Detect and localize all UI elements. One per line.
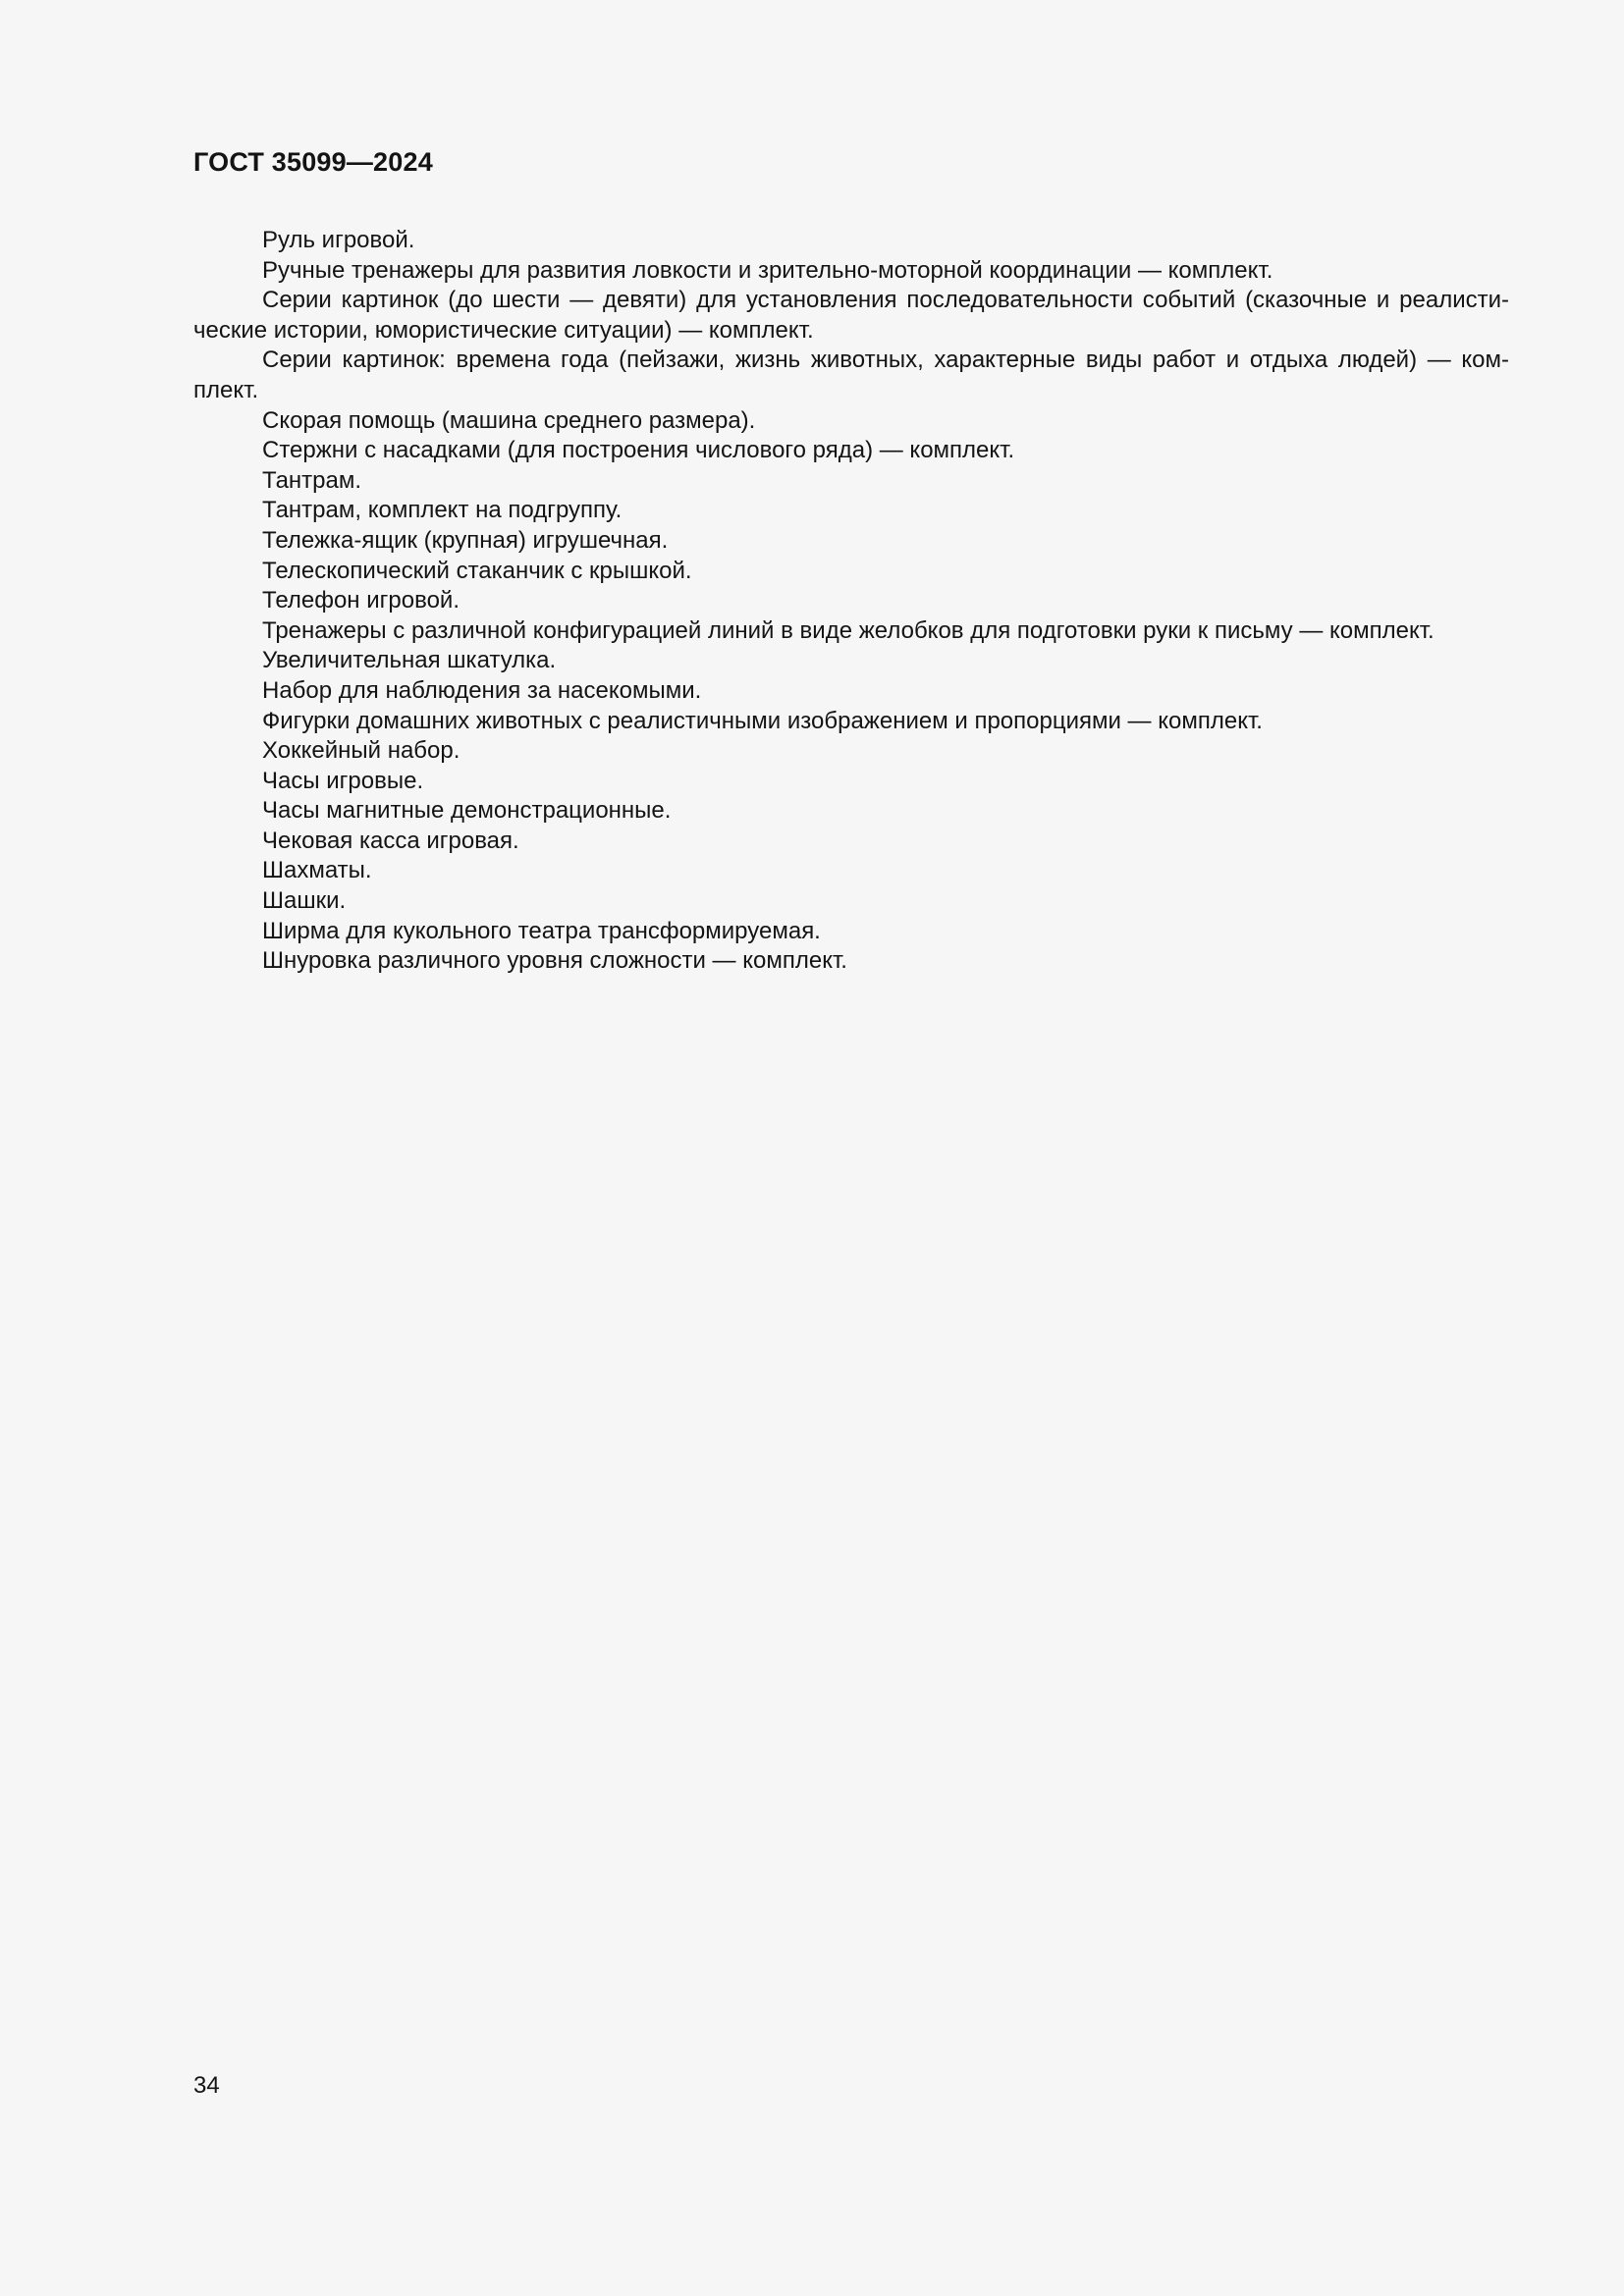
list-item: Шнуровка различного уровня сложности — комплект. <box>262 947 847 975</box>
list-item: Часы магнитные демонстрационные. <box>262 797 672 825</box>
list-item: Тележка-ящик (крупная) игрушечная. <box>262 526 669 554</box>
list-item: Руль игровой. <box>262 227 415 253</box>
list-item: Тантрам, комплект на подгруппу. <box>262 497 623 524</box>
list-item: Тренажеры с различной конфигурацией линий в виде желобков для подготовки руки к письму — комплект. <box>262 616 1435 644</box>
list-item: Телефон игровой. <box>262 587 460 614</box>
list-item: Шахматы. <box>262 857 372 884</box>
list-item: Стержни с насадками (для построения числового ряда) — комплект. <box>262 437 1015 464</box>
list-item: Хоккейный набор. <box>262 737 460 765</box>
list-item: Скорая помощь (машина среднего размера). <box>262 406 756 434</box>
list-item: Шашки. <box>262 887 347 915</box>
page-number: 34 <box>193 2072 220 2099</box>
list-item: Чековая касса игровая. <box>262 827 519 854</box>
list-item: Тантрам. <box>262 466 362 494</box>
equipment-list <box>193 226 1509 977</box>
list-item: Ширма для кукольного театра трансформируемая. <box>262 917 821 944</box>
document-header: ГОСТ 35099—2024 <box>193 147 433 177</box>
list-item: Фигурки домашних животных с реалистичными изображением и пропорциями — комплект. <box>262 707 1263 734</box>
list-item: Увеличительная шкатулка. <box>262 647 557 674</box>
list-item: Серии картинок (до шести — девяти) для установления последовательности событий (сказочные и реалистические истории, юмористические ситуации) — комплект. <box>193 287 1509 344</box>
list-item: Телескопический стаканчик с крышкой. <box>262 557 692 584</box>
list-item: Часы игровые. <box>262 767 424 794</box>
list-item: Набор для наблюдения за насекомыми. <box>262 676 702 704</box>
list-item: Ручные тренажеры для развития ловкости и зрительно-моторной координации — комплект. <box>262 256 1273 284</box>
list-item: Серии картинок: времена года (пейзажи, жизнь животных, характерные виды работ и отдыха людей) — комплект. <box>193 347 1509 403</box>
